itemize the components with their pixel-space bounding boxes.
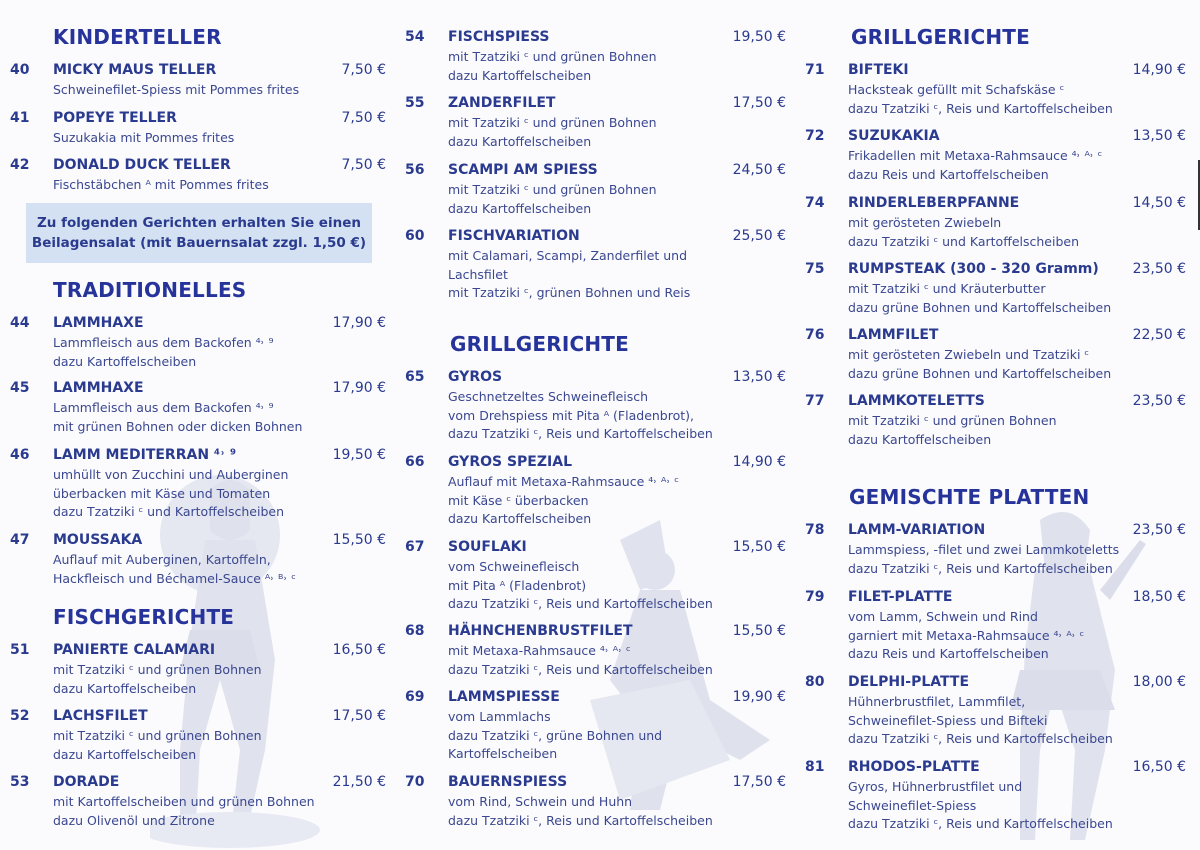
item-description [53,129,234,148]
description-line: Kartoffelscheiben [448,746,558,761]
item-description [448,708,662,764]
item-description [53,334,274,371]
item-description [53,466,288,522]
description-line: dazu Tzatziki ᶜ und Kartoffelscheiben [848,233,1079,249]
description-line: dazu Tzatziki ᶜ, Reis und Kartoffelscheiben [448,596,713,611]
description-line: Hühnerbrustfilet, Lammfilet, [848,694,1026,709]
item-price: 16,50 € [1132,759,1186,775]
item-price: 19,90 € [732,689,786,705]
item-description [848,412,1057,449]
item-description [448,48,657,85]
item-name: MOUSSAKA [53,532,143,548]
item-description [53,727,262,764]
description-line: mit Tzatziki ᶜ und grünen Bohnen [53,662,262,677]
item-number: 68 [405,623,425,639]
item-description [848,778,1113,834]
description-line: dazu grüne Bohnen und Kartoffelscheiben [848,365,1112,381]
item-number: 53 [10,774,30,790]
description-line: vom Rind, Schwein und Huhn [448,794,633,809]
item-price: 23,50 € [1132,522,1186,538]
item-description [848,147,1102,184]
description-line: dazu Kartoffelscheiben [448,67,592,83]
item-name: RUMPSTEAK (300 - 320 Gramm) [848,261,1099,277]
item-price: 24,50 € [732,162,786,178]
item-number: 40 [10,62,30,78]
item-name: DORADE [53,774,120,790]
description-line: dazu Tzatziki ᶜ, Reis und Kartoffelscheiben [448,661,713,677]
description-line: mit Calamari, Scampi, Zanderfilet und [448,248,688,263]
item-name: LAMM-VARIATION [848,522,986,538]
description-line: Schweinefilet-Spiess mit Pommes frites [53,82,300,97]
item-description [848,214,1079,251]
description-line: Lachsfilet [448,266,508,282]
item-number: 71 [805,62,825,78]
description-line: mit Tzatziki ᶜ und grünen Bohnen [53,728,262,743]
item-number: 72 [805,128,825,144]
item-description [53,793,315,830]
item-number: 46 [10,447,30,463]
description-line: dazu Kartoffelscheiben [848,431,992,447]
description-line: Suzukakia mit Pommes frites [53,130,235,145]
description-line: dazu Reis und Kartoffelscheiben [848,646,1049,661]
description-line: dazu Tzatziki ᶜ, Reis und Kartoffelscheiben [848,560,1113,576]
item-price: 18,00 € [1132,674,1186,690]
item-name: SCAMPI AM SPIESS [448,162,598,178]
description-line: vom Lammlachs [448,709,551,724]
description-line: dazu Kartoffelscheiben [53,680,197,696]
item-description [448,473,679,529]
description-line: dazu Tzatziki ᶜ, Reis und Kartoffelscheiben [848,816,1113,831]
description-line: mit Tzatziki ᶜ, grünen Bohnen und Reis [448,285,691,300]
description-line: dazu Tzatziki ᶜ und Kartoffelscheiben [53,504,284,519]
item-price: 18,50 € [1132,589,1186,605]
item-description [448,642,713,679]
item-number: 75 [805,261,825,277]
item-name: FISCHSPIESS [448,29,550,45]
item-number: 69 [405,689,425,705]
item-name: SOUFLAKI [448,539,527,555]
item-description [448,793,713,830]
item-name: GYROS SPEZIAL [448,454,572,470]
description-line: dazu Kartoffelscheiben [53,353,197,369]
description-line: Lammspiess, -filet und zwei Lammkoteletts [848,542,1120,557]
item-number: 81 [805,759,825,775]
item-price: 16,50 € [332,642,386,658]
item-name: DONALD DUCK TELLER [53,157,231,173]
description-line: Geschnetzeltes Schweinefleisch [448,389,649,404]
item-number: 44 [10,315,30,331]
item-number: 45 [10,380,30,396]
item-price: 21,50 € [332,774,386,790]
item-name: POPEYE TELLER [53,110,177,126]
description-line: Hacksteak gefüllt mit Schafskäse ᶜ [848,82,1065,97]
description-line: mit gerösteten Zwiebeln und Tzatziki ᶜ [848,347,1090,362]
item-number: 80 [805,674,825,690]
description-line: dazu Olivenöl und Zitrone [53,812,215,828]
item-number: 79 [805,589,825,605]
item-description [848,346,1111,383]
item-number: 66 [405,454,425,470]
item-name: LAMMHAXE [53,380,144,396]
item-price: 23,50 € [1132,393,1186,409]
item-name: LAMMSPIESSE [448,689,560,705]
item-name: GYROS [448,369,503,385]
item-description [848,693,1113,749]
item-number: 55 [405,95,425,111]
item-number: 54 [405,29,425,45]
item-number: 41 [10,110,30,126]
description-line: dazu grüne Bohnen und Kartoffelscheiben [848,299,1112,315]
item-price: 14,90 € [732,454,786,470]
item-description [848,608,1084,664]
item-name: LACHSFILET [53,708,148,724]
description-line: vom Schweinefleisch [448,559,580,574]
description-line: Frikadellen mit Metaxa-Rahmsauce ⁴˒ ᴬ˒ ᶜ [848,148,1103,163]
description-line: Auflauf mit Auberginen, Kartoffeln, [53,552,271,567]
description-line: umhüllt von Zucchini und Auberginen [53,467,289,482]
item-price: 25,50 € [732,228,786,244]
description-line: mit Tzatziki ᶜ und grünen Bohnen [448,49,657,64]
item-number: 56 [405,162,425,178]
section-heading-fischgerichte: FISCHGERICHTE [53,605,235,629]
item-price: 22,50 € [1132,327,1186,343]
description-line: dazu Reis und Kartoffelscheiben [848,166,1049,182]
item-price: 19,50 € [732,29,786,45]
item-number: 78 [805,522,825,538]
item-price: 7,50 € [341,157,386,173]
item-name: BAUERNSPIESS [448,774,568,790]
item-name: HÄHNCHENBRUSTFILET [448,623,633,639]
section-heading-gemischte-platten: GEMISCHTE PLATTEN [849,485,1090,509]
item-name: RHODOS-PLATTE [848,759,980,775]
item-name: MICKY MAUS TELLER [53,62,217,78]
item-price: 7,50 € [341,110,386,126]
item-description [448,388,713,444]
item-name: BIFTEKI [848,62,909,78]
item-description [448,558,713,614]
description-line: vom Drehspiess mit Pita ᴬ (Fladenbrot), [448,407,695,423]
item-description [53,551,296,588]
description-line: Lammfleisch aus dem Backofen ⁴˒ ⁹ [53,335,274,350]
description-line: Gyros, Hühnerbrustfilet und [848,779,1023,794]
description-line: mit Tzatziki ᶜ und grünen Bohnen [448,182,657,197]
description-line: mit Käse ᶜ überbacken [448,492,589,508]
item-number: 70 [405,774,425,790]
item-price: 15,50 € [332,532,386,548]
item-price: 17,50 € [732,95,786,111]
description-line: dazu Tzatziki ᶜ, Reis und Kartoffelscheiben [448,812,713,828]
description-line: dazu Tzatziki ᶜ, grüne Bohnen und [448,727,663,743]
item-price: 13,50 € [732,369,786,385]
section-heading-grillgerichte: GRILLGERICHTE [851,25,1030,49]
item-description [448,247,690,303]
item-description [53,81,299,100]
item-number: 51 [10,642,30,658]
description-line: mit Tzatziki ᶜ und grünen Bohnen [848,413,1057,428]
item-description [448,114,657,151]
description-line: Schweinefilet-Spiess und Bifteki [848,712,1048,728]
item-name: LAMMFILET [848,327,939,343]
item-name: LAMMKOTELETTS [848,393,985,409]
item-price: 17,50 € [332,708,386,724]
item-name: FILET-PLATTE [848,589,953,605]
description-line: dazu Tzatziki ᶜ, Reis und Kartoffelscheiben [448,426,713,441]
description-line: mit Kartoffelscheiben und grünen Bohnen [53,794,315,809]
description-line: Hackfleisch und Béchamel-Sauce ᴬ˒ ᴮ˒ ᶜ [53,570,296,586]
description-line: Auflauf mit Metaxa-Rahmsauce ⁴˒ ᴬ˒ ᶜ [448,474,679,489]
description-line: dazu Kartoffelscheiben [53,746,197,762]
description-line: überbacken mit Käse und Tomaten [53,485,271,501]
item-price: 23,50 € [1132,261,1186,277]
item-description [53,661,262,698]
item-name: LAMMHAXE [53,315,144,331]
item-description [848,541,1119,578]
item-number: 74 [805,195,825,211]
section-heading-kinderteller: KINDERTELLER [53,25,222,49]
item-price: 19,50 € [332,447,386,463]
section-heading-traditionelles: TRADITIONELLES [53,278,247,302]
section-heading-grillgerichte: GRILLGERICHTE [450,332,629,356]
side-salad-note [26,203,372,263]
description-line: mit Tzatziki ᶜ und grünen Bohnen [448,115,657,130]
item-name: SUZUKAKIA [848,128,940,144]
description-line: dazu Kartoffelscheiben [448,133,592,149]
description-line: Fischstäbchen ᴬ mit Pommes frites [53,177,269,192]
item-description [848,81,1113,118]
item-name: RINDERLEBERPFANNE [848,195,1020,211]
description-line: dazu Tzatziki ᶜ, Reis und Kartoffelscheiben [848,100,1113,116]
item-price: 14,50 € [1132,195,1186,211]
item-number: 77 [805,393,825,409]
item-price: 7,50 € [341,62,386,78]
description-line: dazu Kartoffelscheiben [448,200,592,216]
description-line: garniert mit Metaxa-Rahmsauce ⁴˒ ᴬ˒ ᶜ [848,627,1085,643]
item-number: 65 [405,369,425,385]
item-number: 60 [405,228,425,244]
item-description [53,176,269,195]
item-name: ZANDERFILET [448,95,556,111]
item-number: 47 [10,532,30,548]
note-line: Beilagensalat (mit Bauernsalat zzgl. 1,50 €) [31,235,367,251]
item-price: 17,90 € [332,315,386,331]
description-line: mit grünen Bohnen oder dicken Bohnen [53,418,303,434]
item-price: 15,50 € [732,539,786,555]
note-line: Zu folgenden Gerichten erhalten Sie einen [37,215,361,231]
item-price: 17,50 € [732,774,786,790]
item-price: 15,50 € [732,623,786,639]
description-line: mit Tzatziki ᶜ und Kräuterbutter [848,281,1046,296]
item-number: 52 [10,708,30,724]
description-line: mit Pita ᴬ (Fladenbrot) [448,577,587,593]
description-line: dazu Tzatziki ᶜ, Reis und Kartoffelscheiben [848,731,1113,746]
item-name: LAMM MEDITERRAN ⁴˒ ⁹ [53,447,237,463]
item-number: 67 [405,539,425,555]
item-name: DELPHI-PLATTE [848,674,970,690]
description-line: vom Lamm, Schwein und Rind [848,609,1038,624]
item-price: 17,90 € [332,380,386,396]
item-price: 14,90 € [1132,62,1186,78]
item-name: FISCHVARIATION [448,228,580,244]
item-description [53,399,302,436]
description-line: Lammfleisch aus dem Backofen ⁴˒ ⁹ [53,400,274,415]
description-line: dazu Kartoffelscheiben [448,511,592,526]
item-number: 42 [10,157,30,173]
item-number: 76 [805,327,825,343]
item-price: 13,50 € [1132,128,1186,144]
item-name: PANIERTE CALAMARI [53,642,216,658]
description-line: mit Metaxa-Rahmsauce ⁴˒ ᴬ˒ ᶜ [448,643,631,658]
item-description [448,181,657,218]
item-description [848,280,1111,317]
description-line: Schweinefilet-Spiess [848,797,977,813]
description-line: mit gerösteten Zwiebeln [848,215,1002,230]
